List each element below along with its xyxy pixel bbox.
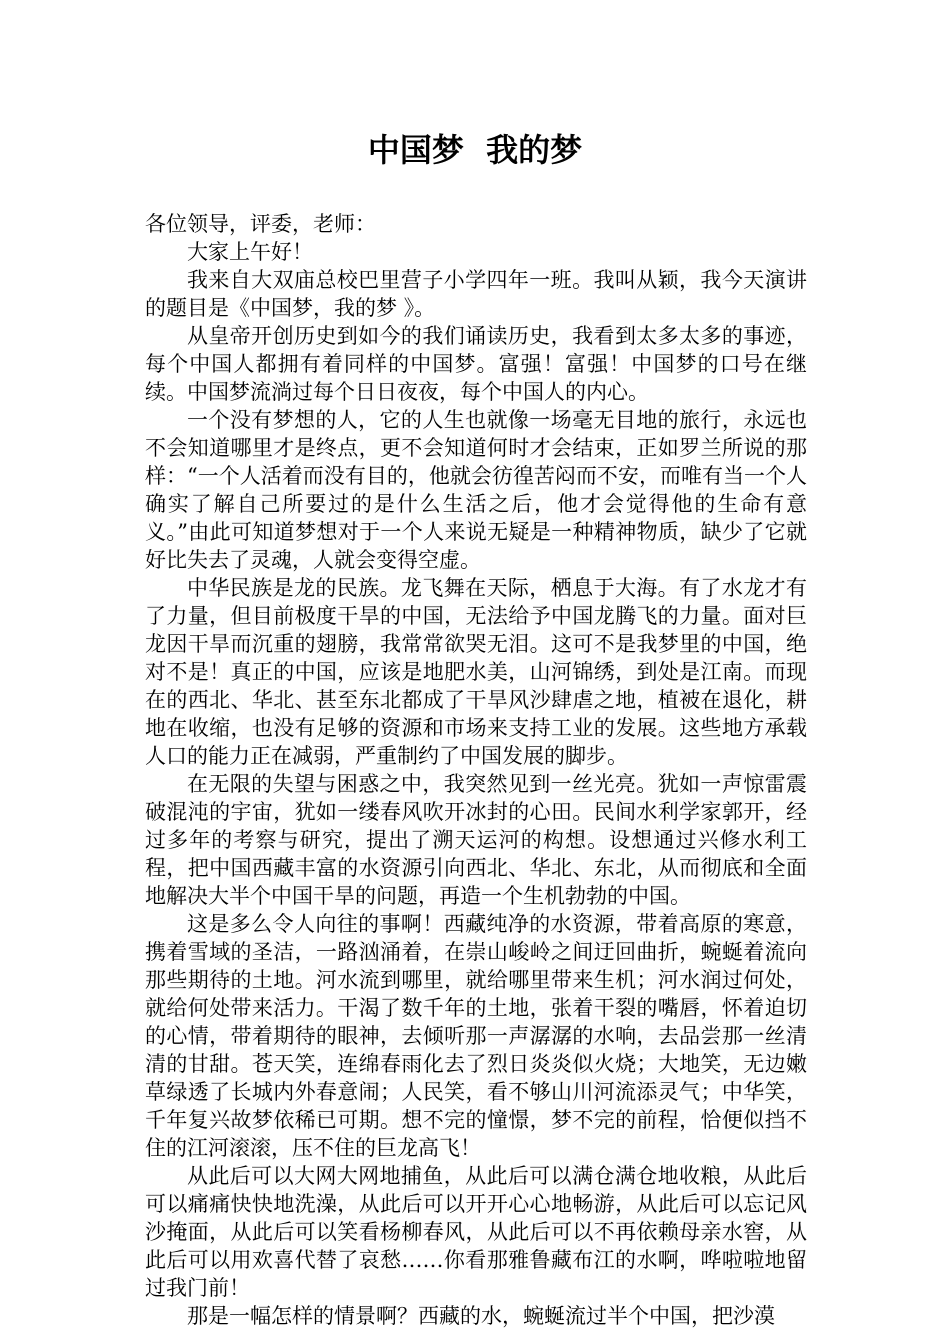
paragraph-introduction: 我来自大双庙总校巴里营子小学四年一班。我叫从颖，我今天演讲的题目是《中国梦，我的梦 》。 <box>145 268 807 320</box>
paragraph-greeting: 大家上午好！ <box>187 240 313 264</box>
document-title: 中国梦 我的梦 <box>367 131 583 169</box>
paragraph: 从皇帝开创历史到如今的我们诵读历史，我看到太多太多的事迹，每个中国人都拥有着同样的中国梦。富强！富强！中国梦的口号在继续。中国梦流淌过每个日日夜夜，每个中国人的内心。 <box>145 324 807 404</box>
paragraph: 那是一幅怎样的情景啊？西藏的水，蜿蜒流过半个中国，把沙漠 <box>187 1304 775 1328</box>
salutation: 各位领导，评委，老师： <box>145 212 376 236</box>
paragraph: 在无限的失望与困惑之中，我突然见到一丝光亮。犹如一声惊雷震破混沌的宇宙，犹如一缕春风吹开冰封的心田。民间水利学家郭开，经过多年的考察与研究，提出了溯天运河的构想。设想通过兴修水利工程，把中国西藏丰富的水资源引向西北、华北、东北，从而彻底和全面地解决大半个中国干旱的问题，再造一个生机勃勃的中国。 <box>145 772 807 908</box>
paragraph: 中华民族是龙的民族。龙飞舞在天际，栖息于大海。有了水龙才有了力量，但目前极度干旱的中国，无法给予中国龙腾飞的力量。面对巨龙因干旱而沉重的翅膀，我常常欲哭无泪。这可不是我梦里的中国，绝对不是！真正的中国，应该是地肥水美，山河锦绣，到处是江南。而现在的西北、华北、甚至东北都成了干旱风沙肆虐之地，植被在退化，耕地在收缩，也没有足够的资源和市场来支持工业的发展。这些地方承载人口的能力正在减弱，严重制约了中国发展的脚步。 <box>145 576 807 768</box>
paragraph: 一个没有梦想的人，它的人生也就像一场毫无目地的旅行，永远也不会知道哪里才是终点，更不会知道何时才会结束，正如罗兰所说的那样：“一个人活着而没有目的，他就会彷徨苦闷而不安，而唯有当一个人确实了解自己所要过的是什么生活之后，他才会觉得他的生命有意义。”由此可知道梦想对于一个人来说无疑是一种精神物质，缺少了它就好比失去了灵魂，人就会变得空虚。 <box>145 408 807 572</box>
paragraph: 从此后可以大网大网地捕鱼，从此后可以满仓满仓地收粮，从此后可以痛痛快快地洗澡，从此后可以开开心心地畅游，从此后可以忘记风沙掩面，从此后可以笑看杨柳春风，从此后可以不再依赖母亲水窖，从此后可以用欢喜代替了哀愁……你看那雅鲁藏布江的水啊，哗啦啦地留过我门前！ <box>145 1164 807 1300</box>
document-body <box>145 210 807 1330</box>
paragraph: 这是多么令人向往的事啊！西藏纯净的水资源，带着高原的寒意，携着雪域的圣洁，一路汹涌着，在崇山峻岭之间迂回曲折，蜿蜒着流向那些期待的土地。河水流到哪里，就给哪里带来生机；河水润过何处，就给何处带来活力。干渴了数千年的土地，张着干裂的嘴唇，怀着迫切的心情，带着期待的眼神，去倾听那一声潺潺的水响，去品尝那一丝清清的甘甜。苍天笑，连绵春雨化去了烈日炎炎似火烧；大地笑，无边嫩草绿透了长城内外春意闹；人民笑，看不够山川河流添灵气；中华笑，千年复兴故梦依稀已可期。想不完的憧憬，梦不完的前程，恰便似挡不住的江河滚滚，压不住的巨龙高飞！ <box>145 912 807 1160</box>
